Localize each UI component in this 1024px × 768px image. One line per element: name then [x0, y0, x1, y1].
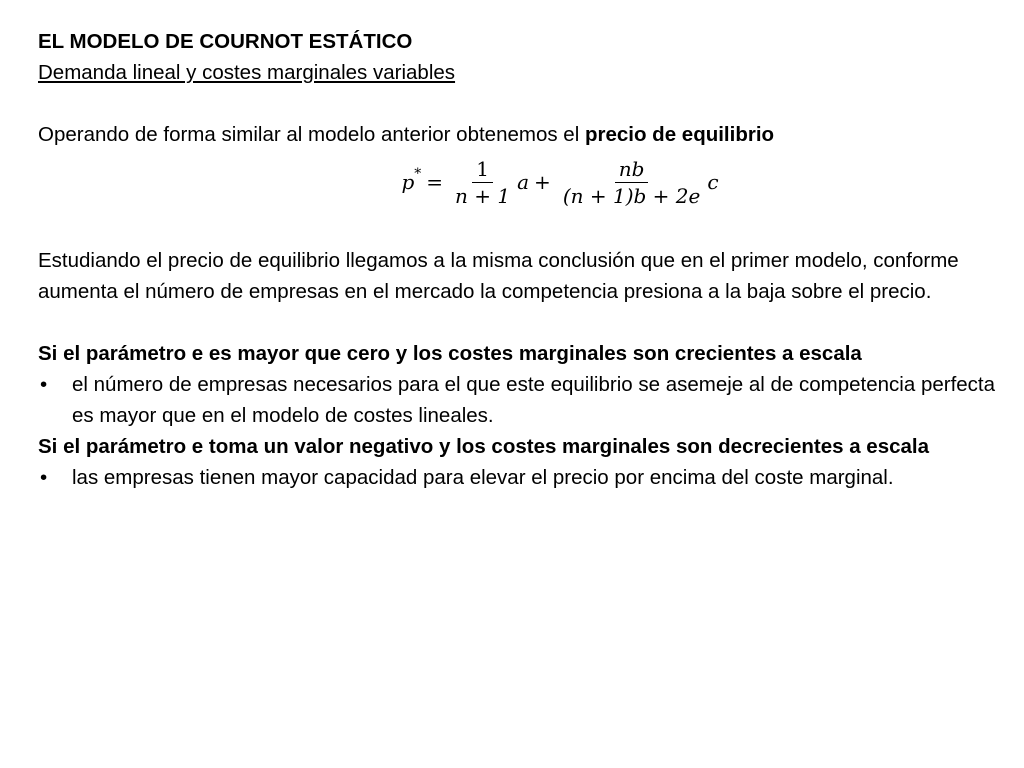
- slide-subtitle: Demanda lineal y costes marginales variables: [38, 61, 456, 84]
- intro-bold: precio de equilibrio: [584, 123, 775, 146]
- formula-fraction-2: [559, 156, 705, 209]
- slide-content: [38, 26, 1008, 493]
- formula-lhs-superscript: *: [414, 165, 422, 182]
- fraction-1-denominator: n + 1: [455, 183, 511, 208]
- formula-plus: +: [534, 169, 551, 194]
- formula-lhs: p: [401, 169, 415, 194]
- formula-var-a: a: [517, 169, 530, 194]
- slide-title: EL MODELO DE COURNOT ESTÁTICO: [38, 30, 413, 53]
- case-2-list: [38, 462, 1008, 493]
- formula-fraction-1: [451, 156, 514, 209]
- case-1-bullet-text: el número de empresas necesarios para el que este equilibrio se asemeje al de competencia perfecta es mayor que en el modelo de costes lineales.: [72, 373, 996, 427]
- equilibrium-price-formula: [38, 150, 1008, 214]
- formula-var-c: c: [707, 169, 719, 194]
- list-item: [38, 462, 1008, 493]
- case-2-heading: [38, 431, 1008, 462]
- intro-plain: Operando de forma similar al modelo anterior obtenemos el: [38, 123, 585, 146]
- spacer: [38, 307, 1008, 338]
- fraction-2-denominator: (n + 1)b + 2e: [562, 183, 701, 208]
- case-2-heading-text: Si el parámetro e toma un valor negativo y los costes marginales son decrecientes a escala: [38, 435, 929, 458]
- case-1-heading: [38, 338, 1008, 369]
- bullet-icon: •: [40, 466, 48, 489]
- case-2-bullet-text: las empresas tienen mayor capacidad para elevar el precio por encima del coste marginal.: [72, 466, 894, 489]
- list-item: [38, 369, 1008, 431]
- spacer: [38, 88, 1008, 119]
- intro-text: [38, 119, 1008, 150]
- fraction-2-numerator: nb: [615, 156, 649, 183]
- fraction-1-numerator: 1: [472, 156, 493, 183]
- case-1-list: [38, 369, 1008, 431]
- formula-equals: =: [426, 169, 444, 194]
- bullet-icon: •: [40, 373, 48, 396]
- conclusion-paragraph: Estudiando el precio de equilibrio llegamos a la misma conclusión que en el primer modelo, conforme aumenta el número de empresas en el mercado la competencia presiona a la baja sobre el precio.: [38, 249, 959, 303]
- case-1-heading-text: Si el parámetro e es mayor que cero y los costes marginales son crecientes a escala: [38, 342, 862, 365]
